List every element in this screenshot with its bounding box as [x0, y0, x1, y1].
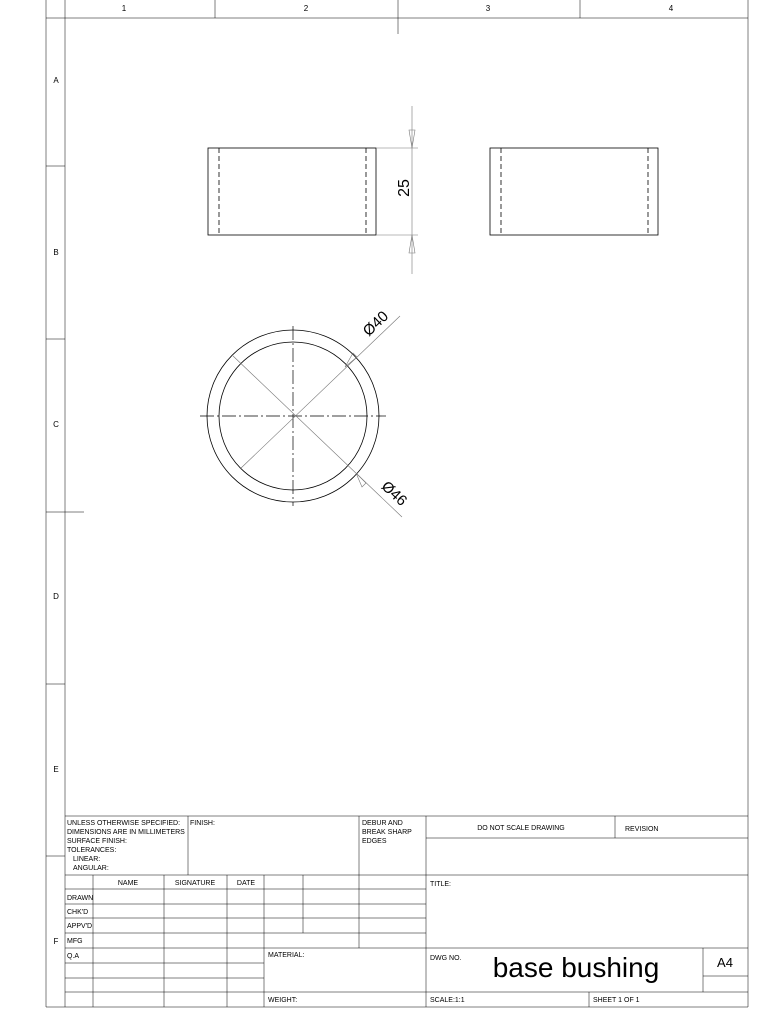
note-line-5: LINEAR:: [73, 856, 101, 863]
debur-note-1: DEBUR AND: [362, 820, 403, 827]
sheet-size: A4: [717, 955, 733, 970]
height-dimension: [376, 106, 418, 274]
zone-row-b: B: [53, 248, 59, 257]
debur-note-3: EDGES: [362, 838, 387, 845]
finish-label: FINISH:: [190, 820, 215, 827]
note-line-1: UNLESS OTHERWISE SPECIFIED:: [67, 820, 181, 827]
zone-column-1: 1: [121, 4, 127, 13]
zone-labels: [53, 4, 674, 946]
row-label-drawn: DRAWN: [67, 895, 94, 902]
note-line-4: TOLERANCES:: [67, 847, 117, 854]
top-view: [200, 326, 386, 506]
drawing-name: base bushing: [492, 952, 660, 983]
note-line-3: SURFACE FINISH:: [67, 838, 127, 845]
zone-column-4: 4: [668, 4, 674, 13]
row-label-qa: Q.A: [67, 953, 80, 960]
revision-label: REVISION: [625, 826, 659, 833]
row-label-approved: APPV'D: [67, 923, 93, 930]
header-date: DATE: [236, 880, 256, 887]
zone-row-e: E: [53, 765, 59, 774]
outer-diameter-value: Ø46: [377, 477, 411, 510]
scale-label: SCALE:1:1: [430, 997, 465, 1004]
sheet-label: SHEET 1 OF 1: [593, 997, 640, 1004]
side-view: [490, 148, 658, 235]
note-line-6: ANGULAR:: [73, 865, 109, 872]
zone-row-f: F: [53, 937, 59, 946]
material-label: MATERIAL:: [268, 952, 305, 959]
debur-note-2: BREAK SHARP: [362, 829, 412, 836]
title-label: TITLE:: [430, 881, 452, 888]
header-signature: SIGNATURE: [174, 880, 216, 887]
diameter-dimensions: [232, 308, 410, 517]
height-dimension-value: 25: [396, 179, 413, 197]
note-line-2: DIMENSIONS ARE IN MILLIMETERS: [67, 829, 185, 836]
zone-row-a: A: [53, 76, 59, 85]
zone-row-d: D: [53, 592, 59, 601]
title-block: [65, 816, 748, 1007]
zone-column-2: 2: [303, 4, 309, 13]
row-label-mfg: MFG: [67, 938, 83, 945]
dwg-no-label: DWG NO.: [430, 955, 462, 962]
do-not-scale-label: DO NOT SCALE DRAWING: [477, 825, 565, 832]
weight-label: WEIGHT:: [268, 997, 298, 1004]
inner-diameter-value: Ø40: [359, 307, 392, 340]
row-label-checked: CHK'D: [67, 909, 89, 916]
zone-column-3: 3: [485, 4, 491, 13]
zone-row-c: C: [53, 420, 59, 429]
front-view: [208, 148, 376, 235]
header-name: NAME: [117, 880, 139, 887]
